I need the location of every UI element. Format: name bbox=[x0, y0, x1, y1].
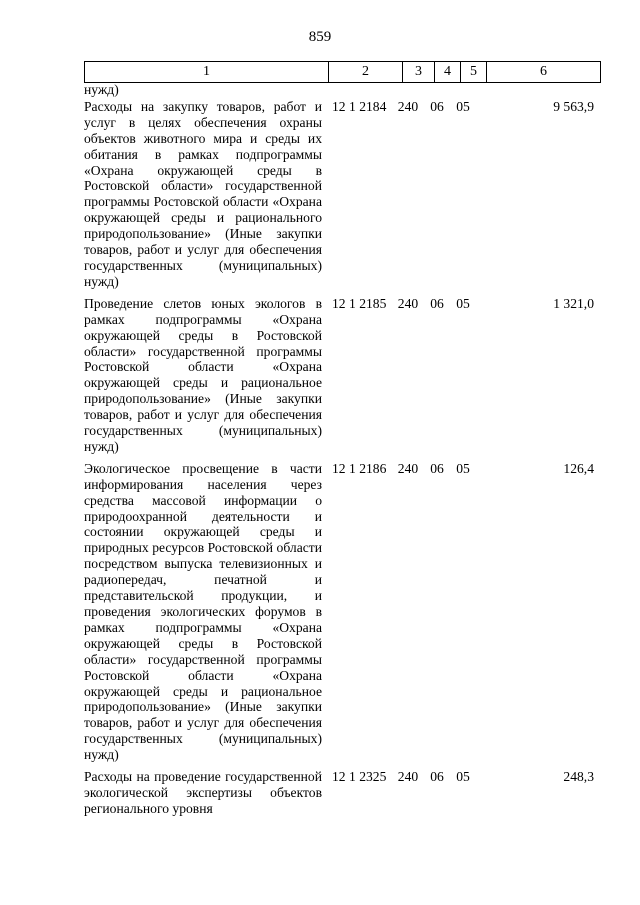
header-col-5: 5 bbox=[461, 62, 487, 83]
row-description: Расходы на закупку товаров, работ и услуг в целях обеспечения охраны объектов животного мира и среды их обитания в рамках подпрограммы «Охрана окружающей среды в Ростовской области» государственной программы Ростовской области «Охрана окружающей среды и рационального природопользование» (Иные закупки товаров, работ и услуг для обеспечения государственных (муниципальных) нужд) bbox=[84, 98, 322, 289]
row-description: Экологическое просвещение в части информирования населения через средства массовой информации о природоохранной деятельности и состоянии окружающей среды и природных ресурсов Ростовской области посредством выпуска телевизионных и радиопередач, печатной и представительской продукции, и проведения экологических форумов в рамках подпрограммы «Охрана окружающей среды в Ростовской области» государственной программы Ростовской области «Охрана окружающей среды и рациональное природопользование» (Иные закупки товаров, работ и услуг для обеспечения государственных (муниципальных) нужд) bbox=[84, 460, 322, 763]
row-amount: 1 321,0 bbox=[553, 295, 594, 311]
row-code: 12 1 2186 bbox=[332, 460, 387, 476]
header-col-3: 3 bbox=[403, 62, 435, 83]
header-col-2: 2 bbox=[329, 62, 403, 83]
row-subsection: 05 bbox=[456, 295, 470, 311]
header-col-4: 4 bbox=[435, 62, 461, 83]
carry-over-row bbox=[84, 82, 600, 98]
row-section: 06 bbox=[430, 98, 444, 114]
header-col-1: 1 bbox=[85, 62, 329, 83]
row-code: 12 1 2184 bbox=[332, 98, 387, 114]
row-expense-type: 240 bbox=[397, 460, 419, 476]
row-section: 06 bbox=[430, 460, 444, 476]
table-row bbox=[84, 461, 600, 763]
row-subsection: 05 bbox=[456, 460, 470, 476]
table-header bbox=[84, 61, 601, 83]
table-row bbox=[84, 769, 600, 817]
row-amount: 248,3 bbox=[563, 769, 594, 785]
table-row bbox=[84, 296, 600, 455]
row-subsection: 05 bbox=[456, 98, 470, 114]
row-amount: 126,4 bbox=[563, 460, 594, 476]
row-amount: 9 563,9 bbox=[553, 98, 594, 114]
row-section: 06 bbox=[430, 769, 444, 785]
row-description: Проведение слетов юных экологов в рамках подпрограммы «Охрана окружающей среды в Ростовской области» государственной программы Ростовской области «Охрана окружающей среды и рациональное природопользование» (Иные закупки товаров, работ и услуг для обеспечения государственных (муниципальных) нужд) bbox=[84, 295, 322, 454]
carry-over-text: нужд) bbox=[84, 82, 119, 97]
row-subsection: 05 bbox=[456, 769, 470, 785]
row-expense-type: 240 bbox=[397, 98, 419, 114]
row-description: Расходы на проведение государственной экологической экспертизы объектов регионального уровня bbox=[84, 769, 322, 816]
row-section: 06 bbox=[430, 295, 444, 311]
row-code: 12 1 2185 bbox=[332, 295, 387, 311]
header-col-6: 6 bbox=[487, 62, 601, 83]
page-number: 859 bbox=[308, 29, 332, 45]
row-code: 12 1 2325 bbox=[332, 769, 387, 785]
row-expense-type: 240 bbox=[397, 295, 419, 311]
table-row bbox=[84, 99, 600, 290]
table-body bbox=[84, 82, 600, 817]
row-expense-type: 240 bbox=[397, 769, 419, 785]
